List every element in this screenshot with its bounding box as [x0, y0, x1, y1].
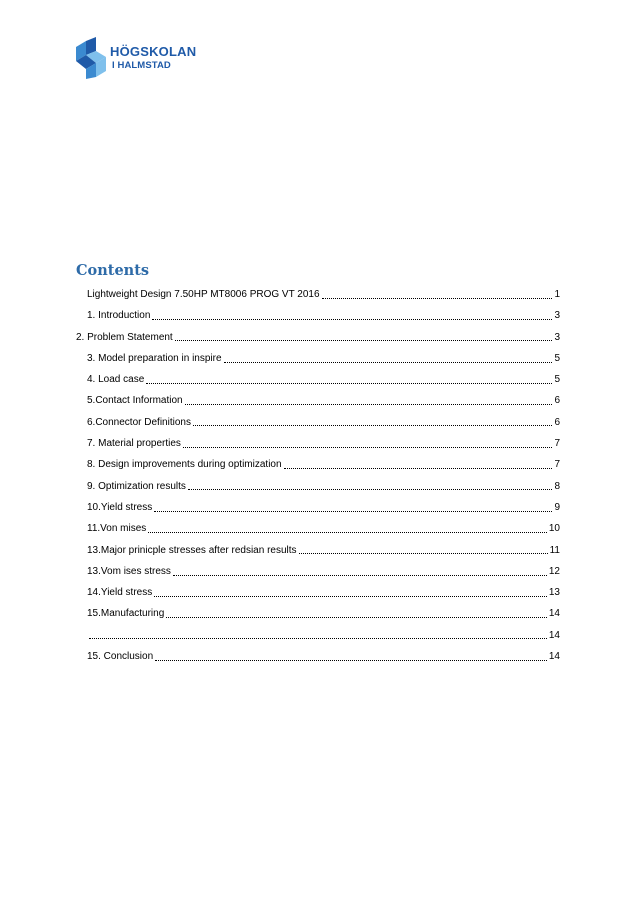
toc-dot-leader [284, 459, 553, 471]
toc-entry[interactable] [76, 390, 560, 411]
toc-entry-title[interactable]: Lightweight Design 7.50HP MT8006 PROG VT 2016 [87, 289, 320, 300]
toc-entry-page[interactable]: 14 [548, 608, 560, 620]
toc-dot-leader [146, 374, 552, 386]
toc-entry[interactable] [76, 582, 560, 603]
toc-entry[interactable] [76, 561, 560, 582]
toc-dot-leader [166, 608, 547, 620]
toc-entry[interactable] [76, 497, 560, 518]
toc-entry[interactable] [76, 625, 560, 646]
toc-dot-leader [224, 353, 553, 365]
toc-entry-title[interactable]: 11.Von mises [87, 523, 147, 535]
toc-dot-leader [148, 523, 547, 535]
toc-entry[interactable] [76, 348, 560, 369]
toc-entry-page[interactable]: 6 [554, 395, 560, 407]
toc-entry-page[interactable]: 8 [554, 480, 560, 492]
toc-entry-title[interactable]: 7. Material properties [87, 438, 181, 450]
toc-dot-leader [154, 502, 552, 514]
toc-entry[interactable] [76, 518, 560, 539]
toc-dot-leader [299, 544, 548, 556]
toc-entry-title[interactable]: 14.Yield stress [87, 587, 153, 599]
toc-entry-page[interactable]: 5 [554, 352, 560, 364]
toc-entry[interactable] [76, 646, 560, 667]
toc-entry-page[interactable]: 6 [554, 416, 560, 428]
toc-entry-page[interactable]: 13 [548, 587, 560, 599]
toc-dot-leader [173, 566, 547, 578]
toc-dot-leader [155, 651, 547, 663]
toc-entry-title[interactable]: 13.Major prinicple stresses after redsian results [87, 544, 297, 556]
toc-entry-page[interactable]: 11 [549, 544, 560, 556]
toc-entry-page[interactable]: 5 [554, 374, 560, 386]
toc-entry[interactable] [76, 603, 560, 624]
toc-dot-leader [175, 331, 553, 343]
logo-mark-icon [76, 37, 106, 79]
toc-dot-leader [154, 587, 547, 599]
logo-line-1: HÖGSKOLAN [110, 44, 197, 60]
toc-entry[interactable] [76, 433, 560, 454]
toc-dot-leader [188, 480, 553, 492]
toc-entry-title[interactable]: 1. Introduction [87, 310, 151, 322]
toc-entry-title[interactable]: 8. Design improvements during optimization [87, 459, 282, 471]
toc-entry-title[interactable]: 5.Contact Information [87, 395, 183, 407]
toc-list [76, 284, 560, 667]
toc-entry-page[interactable]: 3 [554, 310, 560, 322]
toc-entry-title[interactable]: 15. Conclusion [87, 651, 154, 663]
toc-entry-page[interactable]: 7 [554, 438, 560, 450]
toc-dot-leader [89, 629, 547, 641]
toc-entry[interactable] [76, 476, 560, 497]
toc-entry-page[interactable]: 10 [548, 523, 560, 535]
toc-entry-title[interactable]: 9. Optimization results [87, 480, 186, 492]
toc-entry-title[interactable]: 15.Manufacturing [87, 608, 165, 620]
toc-entry-title[interactable]: 6.Connector Definitions [87, 416, 191, 428]
toc-entry-title[interactable]: 13.Vom ises stress [87, 565, 171, 577]
toc-dot-leader [193, 416, 552, 428]
toc-entry-page[interactable]: 1 [554, 289, 560, 300]
toc-heading: Contents [76, 262, 150, 279]
toc-dot-leader [152, 310, 552, 322]
toc-entry-page[interactable]: 14 [548, 651, 560, 663]
toc-dot-leader [322, 289, 553, 301]
toc-entry[interactable] [76, 369, 560, 390]
toc-entry-title[interactable]: 3. Model preparation in inspire [87, 352, 222, 364]
toc-entry[interactable] [76, 305, 560, 326]
toc-dot-leader [183, 438, 553, 450]
toc-entry-title[interactable]: 2. Problem Statement [76, 331, 173, 343]
toc-entry[interactable] [76, 284, 560, 305]
toc-entry-title[interactable]: 4. Load case [87, 374, 145, 386]
toc-entry[interactable] [76, 454, 560, 475]
toc-entry-page[interactable]: 12 [548, 565, 560, 577]
logo-wordmark [110, 45, 196, 71]
toc-dot-leader [185, 395, 553, 407]
toc-entry[interactable] [76, 327, 560, 348]
toc-entry-title[interactable]: 10.Yield stress [87, 501, 153, 513]
toc-entry-page[interactable]: 3 [554, 331, 560, 343]
logo-line-2: I HALMSTAD [112, 60, 171, 72]
toc-entry-page[interactable]: 9 [554, 501, 560, 513]
toc-entry-page[interactable]: 14 [548, 629, 560, 641]
toc-entry-page[interactable]: 7 [554, 459, 560, 471]
university-logo [76, 37, 206, 79]
toc-entry[interactable] [76, 412, 560, 433]
table-of-contents [76, 262, 560, 667]
toc-entry[interactable] [76, 540, 560, 561]
